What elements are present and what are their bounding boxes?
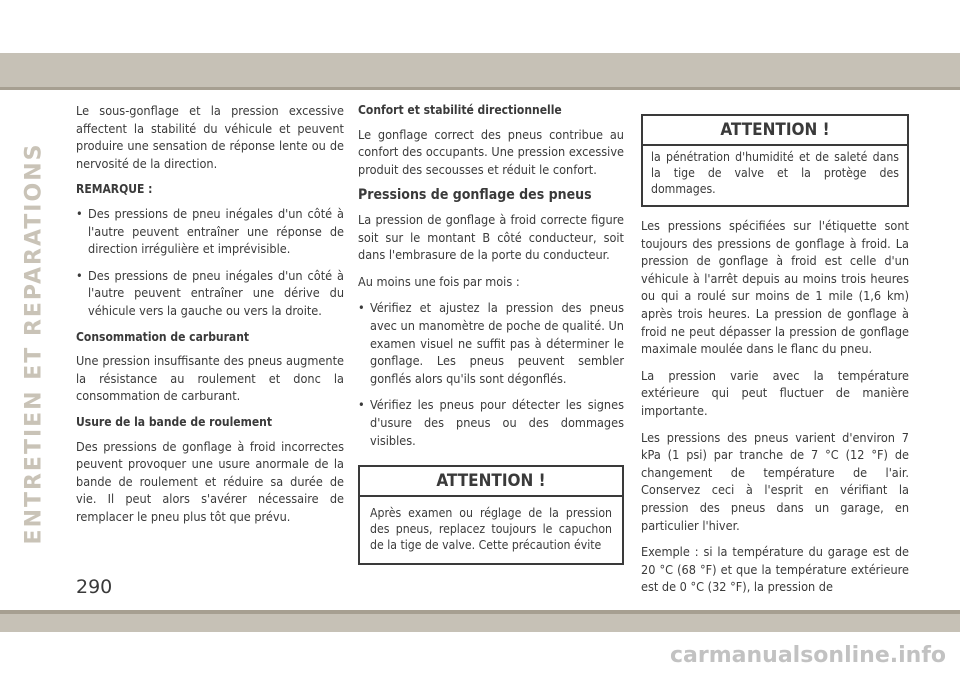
subheading-consommation: Consommation de carburant [76, 329, 250, 344]
bullet-list [358, 299, 624, 449]
subheading-usure: Usure de la bande de roulement [76, 414, 273, 429]
subheading-confort: Confort et stabilité directionnelle [358, 103, 562, 117]
paragraph: Le gonflage correct des pneus contribue au confort des occupants. Une pression excessive produit des secousses et réduit le confort. [358, 126, 624, 177]
column-right [641, 108, 909, 605]
warning-box [358, 465, 624, 565]
paragraph: Au moins une fois par mois : [358, 273, 520, 289]
paragraph: Le sous-gonflage et la pression excessive affectent la stabilité du véhicule et peuvent produire une sensation de réponse lente ou de nervosité de la direction. [76, 103, 344, 171]
header-bar [0, 53, 960, 87]
section-side-tab [14, 98, 54, 588]
watermark: carmanualsonline.info [670, 643, 946, 668]
note-heading: REMARQUE : [76, 182, 153, 197]
paragraph: La pression varie avec la température extérieure qui peut fluctuer de manière importante. [641, 367, 909, 418]
warning-title: ATTENTION ! [360, 467, 622, 497]
warning-body: la pénétration d'humidité et de saleté dans la tige de valve et la protège des dommages. [651, 150, 899, 196]
warning-box-continued [641, 114, 909, 207]
footer-bar [0, 614, 960, 632]
section-title: ENTRETIEN ET REPARATIONS [21, 142, 47, 544]
page-number: 290 [76, 576, 113, 598]
warning-title: ATTENTION ! [643, 116, 907, 146]
paragraph: Des pressions de gonflage à froid incorrectes peuvent provoquer une usure anormale de la bande de roulement et réduire sa durée de vie. Il peut alors s'avérer nécessaire de remplacer le pneu plus tôt que prévu. [76, 438, 344, 524]
paragraph: La pression de gonflage à froid correcte figure soit sur le montant B côté conducteur, soit dans l'embrasure de la porte du conducteur. [358, 211, 624, 263]
paragraph: Une pression insuffisante des pneus augmente la résistance au roulement et donc la consommation de carburant. [76, 353, 344, 404]
top-margin [0, 0, 960, 53]
column-middle [358, 102, 624, 565]
list-item: • Vérifiez et ajustez la pression des pneus avec un manomètre de poche de qualité. Un examen visuel ne suffit pas à déterminer le gonflage. Les pneus peuvent sembler gonflés alors qu'ils sont dégonflés. [358, 299, 624, 387]
paragraph: Exemple : si la température du garage est de 20 °C (68 °F) et que la température extérieure est de 0 °C (32 °F), la pression de [641, 544, 909, 595]
section-heading-pressions: Pressions de gonflage des pneus [358, 187, 592, 204]
list-item: • Des pressions de pneu inégales d'un côté à l'autre peuvent entraîner une dérive du véhicule vers la gauche ou vers la droite. [76, 267, 344, 320]
list-item: • Vérifiez les pneus pour détecter les signes d'usure des pneus ou des dommages visibles. [358, 396, 624, 449]
list-item: • Des pressions de pneu inégales d'un côté à l'autre peuvent entraîner une réponse de direction irrégulière et imprévisible. [76, 205, 344, 258]
warning-body: Après examen ou réglage de la pression des pneus, replacez toujours le capuchon de la tige de valve. Cette précaution évite [370, 506, 612, 553]
bullet-list [76, 205, 344, 320]
column-left [76, 102, 344, 534]
header-rule [0, 87, 960, 90]
paragraph: Les pressions spécifiées sur l'étiquette sont toujours des pressions de gonflage à froid. La pression de gonflage à froid est celle d'un véhicule à l'arrêt depuis au moins trois heures ou qui a roulé sur moins de 1 mile (1,6 km) après trois heures. La pression de gonflage à froid ne peut dépasser la pression de gonflage maximale moulée dans le flanc du pneu. [641, 218, 909, 357]
paragraph: Les pressions des pneus varient d'environ 7 kPa (1 psi) par tranche de 7 °C (12 °F) de changement de température de l'air. Conservez ceci à l'esprit en vérifiant la pression des pneus dans un garage, en particulier l'hiver. [641, 429, 909, 533]
